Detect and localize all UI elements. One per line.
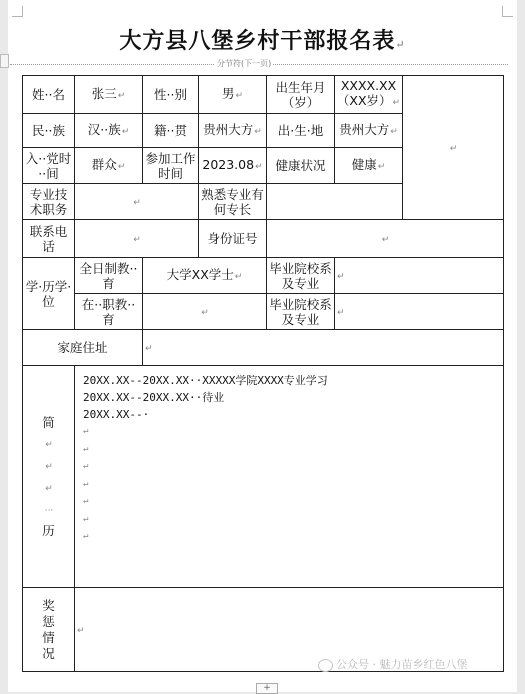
birthplace-label: 出·生·地 <box>267 114 335 148</box>
resume-label-bottom: 历 <box>42 522 55 538</box>
skill-value[interactable] <box>267 184 403 220</box>
resume-label: 简 ↵ ↵ ↵ ··· 历 <box>23 366 75 588</box>
work-value[interactable]: 2023.08↵ <box>199 148 267 184</box>
gender-value[interactable]: 男↵ <box>199 76 267 114</box>
inservice-value[interactable]: ↵ <box>143 294 267 330</box>
id-label: 身份证号 <box>199 220 267 258</box>
phone-value[interactable]: ↵ <box>75 220 199 258</box>
education-label: 学·历学·位 <box>23 258 75 330</box>
work-label: 参加工作时间 <box>143 148 199 184</box>
fulltime-school-value[interactable]: ↵ <box>335 258 504 294</box>
awards-label: 奖惩情况 <box>23 588 75 672</box>
awards-value[interactable]: ↵ <box>75 588 504 672</box>
birth-value[interactable]: XXXX.XX（XX岁）↵ <box>335 76 403 114</box>
birthplace-value[interactable]: 贵州大方↵ <box>335 114 403 148</box>
inservice-label: 在··职教··育 <box>75 294 143 330</box>
ethnic-label: 民··族 <box>23 114 75 148</box>
address-label: 家庭住址 <box>23 330 143 366</box>
resume-content[interactable]: 20XX.XX--20XX.XX··XXXXX学院XXXX专业学习 20XX.XX--20XX.XX··待业 20XX.XX--· ↵ ↵ ↵ ↵ ↵ ↵ ↵ <box>75 366 504 588</box>
resume-line: 20XX.XX--20XX.XX··待业 <box>83 391 225 404</box>
name-label: 姓··名 <box>23 76 75 114</box>
registration-form-table <box>22 75 504 672</box>
phone-label: 联系电话 <box>23 220 75 258</box>
sidebar-handle[interactable] <box>0 54 9 68</box>
paragraph-mark: ↵ <box>395 38 406 51</box>
resume-line: 20XX.XX--20XX.XX··XXXXX学院XXXX专业学习 <box>83 374 328 387</box>
wechat-icon <box>318 659 333 672</box>
skill-label: 熟悉专业有何专长 <box>199 184 267 220</box>
crop-mark-top-right <box>502 6 513 17</box>
party-value[interactable]: 群众↵ <box>75 148 143 184</box>
photo-cell[interactable]: ↵ <box>403 76 504 220</box>
inservice-school-label: 毕业院校系及专业 <box>267 294 335 330</box>
resume-line: 20XX.XX--· <box>83 408 150 421</box>
resume-label-top: 简 <box>42 414 55 430</box>
title-label: 专业技术职务 <box>23 184 75 220</box>
fulltime-school-label: 毕业院校系及专业 <box>267 258 335 294</box>
name-value[interactable]: 张三↵ <box>75 76 143 114</box>
page-title: 大方县八堡乡村干部报名表↵ <box>119 28 406 54</box>
title-value[interactable]: ↵ <box>75 184 199 220</box>
add-page-button[interactable]: + <box>256 683 278 694</box>
health-value[interactable]: 健康↵ <box>335 148 403 184</box>
birth-label: 出生年月（岁） <box>267 76 335 114</box>
watermark: 公众号 · 魅力苗乡红色八堡 <box>318 656 468 672</box>
crop-mark-top-left <box>12 6 23 17</box>
health-label: 健康状况 <box>267 148 335 184</box>
native-label: 籍··贯 <box>143 114 199 148</box>
gender-label: 性··别 <box>143 76 199 114</box>
address-value[interactable]: ↵ <box>143 330 504 366</box>
native-value[interactable]: 贵州大方↵ <box>199 114 267 148</box>
id-value[interactable]: ↵ <box>267 220 504 258</box>
ethnic-value[interactable]: 汉··族↵ <box>75 114 143 148</box>
inservice-school-value[interactable]: ↵ <box>335 294 504 330</box>
party-label: 入··党时··间 <box>23 148 75 184</box>
section-break: 分节符(下一页) <box>10 64 508 65</box>
fulltime-label: 全日制教··育 <box>75 258 143 294</box>
fulltime-value[interactable]: 大学XX学士↵ <box>143 258 267 294</box>
